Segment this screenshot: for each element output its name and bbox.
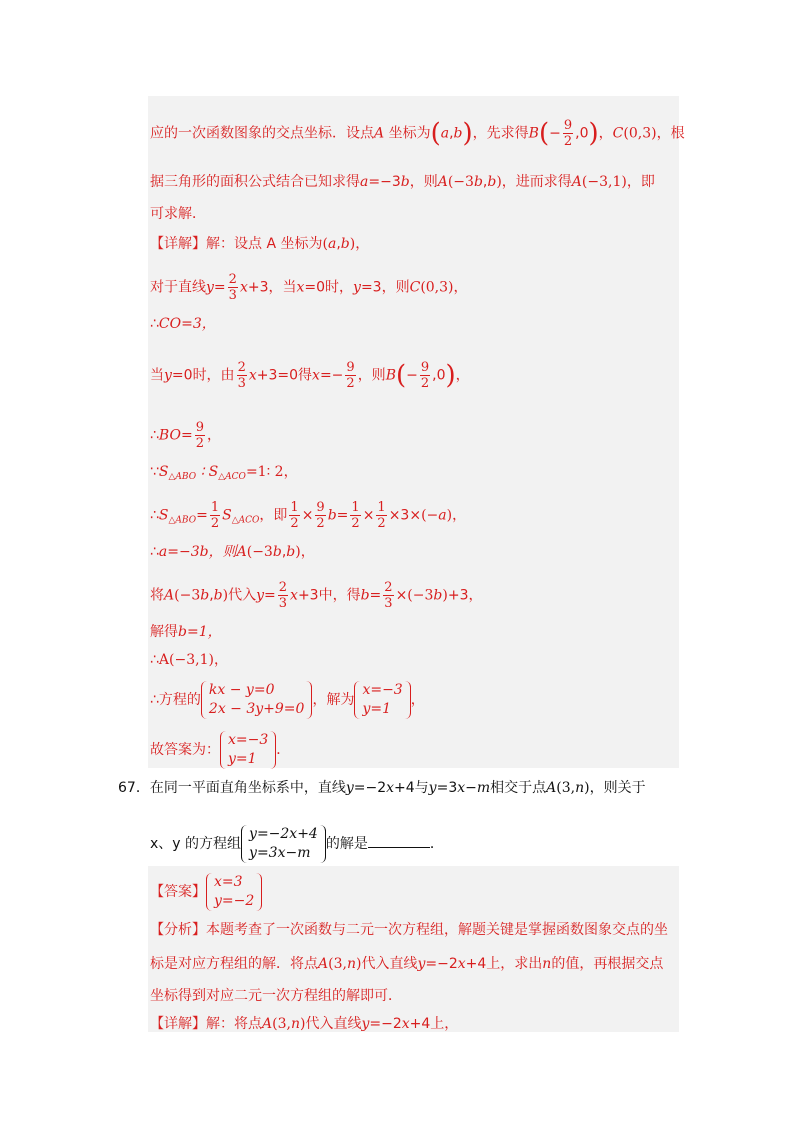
answer-blank xyxy=(368,833,430,848)
analysis-line-2: 标是对应方程组的解．将点A(3,n)代入直线y=−2x+4上，求出n的值，再根据交点 xyxy=(150,956,664,972)
answer-system: x=3 y=−2 xyxy=(206,873,262,911)
step-12: 故答案为： x=−3 y=1 ． xyxy=(150,732,291,767)
solution-line-3: 可求解． xyxy=(150,206,206,222)
analysis-tag: 【分析】 xyxy=(150,922,206,938)
detail-tag-67: 【详解】 xyxy=(150,1016,206,1032)
step-6: $\therefore S_{\triangle ABO}=$ $\frac{1}{2}$ $S_{\triangle ACO}$，即 $\frac{1}{2}$ × $\frac{9}{2}$ b= $\frac{1}{2}$ × $\frac{1}{2}$ ×3×(−a)， xyxy=(150,500,467,531)
step-1: 对于直线y= $\frac{2}{3}$ x+3，当x=0时，y=3，则C(0,3)， xyxy=(150,272,468,303)
step-9: 解得b=1， xyxy=(150,624,222,640)
step-3: 当y=0时，由 $\frac{2}{3}$ x+3=0得x=− $\frac{9}{2}$ ，则B(− $\frac{9}{2}$ ,0)， xyxy=(150,360,470,391)
step-2: ∴CO=3， xyxy=(150,316,216,332)
question-line-1: 67．在同一平面直角坐标系中，直线y=−2x+4与y=3x−m相交于点A(3,n)，则关于 xyxy=(118,780,646,796)
answer-tag: 【答案】 xyxy=(150,884,206,900)
detail-tag: 【详解】 xyxy=(150,236,206,252)
step-11: ∴方程的 kx − y=0 2x − 3y+9=0 ，解为 x=−3 y=1 ， xyxy=(150,682,425,717)
equation-system: kx − y=0 2x − 3y+9=0 xyxy=(201,681,313,719)
detail-line-67: 【详解】解：将点A(3,n)代入直线y=−2x+4上， xyxy=(150,1016,459,1032)
step-4: ∴BO= $\frac{9}{2}$ ， xyxy=(150,420,221,451)
analysis-line-1: 【分析】本题考查了一次函数与二元一次方程组，解题关键是掌握函数图象交点的坐 xyxy=(150,922,668,938)
step-10: ∴A(−3,1)， xyxy=(150,652,228,668)
step-8: 将A(−3b,b)代入y= $\frac{2}{3}$ x+3中，得b= $\frac{2}{3}$ ×(−3b)+3， xyxy=(150,580,483,611)
solution-line-2: 据三角形的面积公式结合已知求得a=−3b，则A(−3b,b)，进而求得A(−3,1)，即 xyxy=(150,174,655,190)
solution-line-1: 应的一次函数图象的交点坐标．设点A 坐标为(a,b)，先求得B(− $\frac{9}{2}$ ,0)，C(0,3)，根 xyxy=(150,118,685,149)
step-5: $\because S_{\triangle ABO}$ ∶ $S_{\triangle ACO}=1∶$ 2， xyxy=(150,464,298,482)
analysis-line-3: 坐标得到对应二元一次方程组的解即可． xyxy=(150,988,402,1004)
question-system: y=−2x+4 y=3x−m xyxy=(241,825,326,863)
question-line-2: x、y 的方程组 y=−2x+4 y=3x−m 的解是 ． xyxy=(150,826,444,861)
step-7: ∴a=−3b，则A(−3b,b)， xyxy=(150,544,315,560)
final-answer-system: x=−3 y=1 xyxy=(220,731,276,769)
answer-line xyxy=(150,870,262,914)
solution-system: x=−3 y=1 xyxy=(354,681,410,719)
detail-line: 【详解】解：设点 A 坐标为(a,b)， xyxy=(150,236,370,252)
question-number: 67． xyxy=(118,780,150,796)
